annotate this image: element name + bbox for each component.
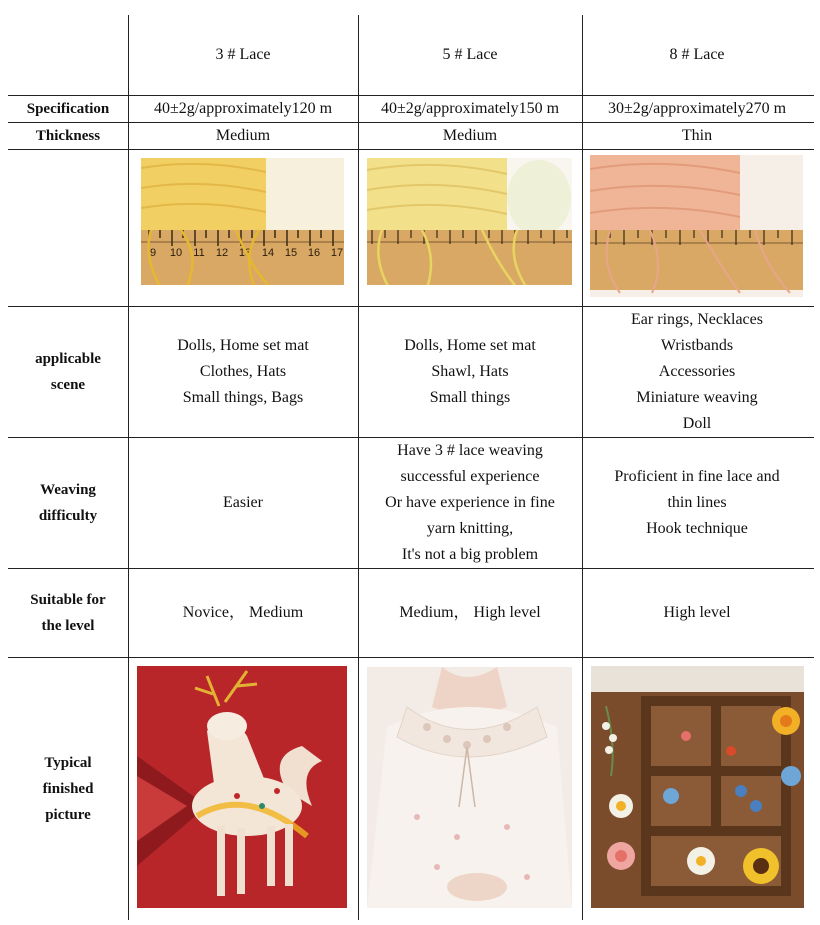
label-line: Weaving <box>40 481 96 498</box>
ruler-number: 14 <box>261 247 275 259</box>
label-line: finished <box>42 780 94 797</box>
ruler-number: 17 <box>330 247 344 259</box>
label-line: Typical <box>44 754 92 771</box>
level-8-lace: High level <box>663 603 731 621</box>
scene-line: Doll <box>682 414 712 432</box>
label-line: Suitable for <box>30 591 106 608</box>
spec-5-lace: 40±2g/approximately150 m <box>380 99 560 117</box>
row-label-typical-picture <box>8 657 128 920</box>
thickness-8-lace: Thin <box>681 126 713 144</box>
difficulty-line: yarn knitting, <box>426 519 514 537</box>
ruler-number: 11 <box>193 247 205 259</box>
scene-line: Dolls, Home set mat <box>177 336 309 354</box>
label-line: difficulty <box>38 507 98 524</box>
scene-line: Small things <box>429 388 511 406</box>
column-header-3-lace: 3 # Lace <box>215 46 271 63</box>
label-line: scene <box>50 376 86 393</box>
scene-8-lace <box>582 306 812 437</box>
scene-line: Miniature weaving <box>636 388 758 406</box>
spec-3-lace: 40±2g/approximately120 m <box>153 99 333 117</box>
scene-line: Wristbands <box>660 336 734 354</box>
ruler-number: 13 <box>238 247 252 259</box>
label-line: the level <box>41 617 95 634</box>
scene-line: Accessories <box>658 362 736 380</box>
thickness-5-lace: Medium <box>442 126 498 144</box>
difficulty-line: Or have experience in fine <box>385 493 555 511</box>
spec-8-lace: 30±2g/approximately270 m <box>607 99 787 117</box>
yarn-5-lace-photo <box>367 158 572 293</box>
crochet-accessories-photo <box>591 666 804 908</box>
ruler-number: 15 <box>284 247 298 259</box>
difficulty-line: successful experience <box>400 467 540 485</box>
difficulty-line: Easier <box>223 493 263 511</box>
difficulty-line: Hook technique <box>646 519 748 537</box>
scene-line: Ear rings, Necklaces <box>631 310 763 328</box>
difficulty-3-lace <box>128 437 358 568</box>
yarn-3-lace-photo <box>141 158 344 293</box>
scene-line: Small things, Bags <box>182 388 304 406</box>
row-label-specification: Specification <box>26 100 110 117</box>
row-label-suitable-level <box>8 568 128 657</box>
row-label-applicable-scene <box>8 306 128 437</box>
level-5-lace: Medium， High level <box>399 603 541 621</box>
yarn-8-lace-photo <box>590 155 803 297</box>
row-label-weaving-difficulty <box>8 437 128 568</box>
scene-line: Clothes, Hats <box>199 362 287 380</box>
difficulty-line: Have 3 # lace weaving <box>397 441 543 459</box>
ruler-number: 9 <box>149 247 157 259</box>
scene-3-lace <box>128 306 358 437</box>
ruler-number: 12 <box>215 247 229 259</box>
column-header-8-lace: 8 # Lace <box>669 46 725 63</box>
label-line: picture <box>45 806 91 823</box>
difficulty-line: thin lines <box>667 493 727 511</box>
difficulty-line: Proficient in fine lace and <box>614 467 780 485</box>
difficulty-5-lace <box>358 437 582 568</box>
label-line: applicable <box>35 350 101 367</box>
lace-shawl-photo <box>367 667 572 908</box>
deer-doll-photo <box>137 666 347 908</box>
column-header-5-lace: 5 # Lace <box>442 46 498 63</box>
level-3-lace: Novice， Medium <box>182 603 304 621</box>
scene-line: Shawl, Hats <box>431 362 509 380</box>
ruler-number: 10 <box>169 247 183 259</box>
difficulty-line: It's not a big problem <box>401 545 539 563</box>
difficulty-8-lace <box>582 437 812 568</box>
row-label-thickness: Thickness <box>35 127 101 144</box>
thickness-3-lace: Medium <box>215 126 271 144</box>
scene-line: Dolls, Home set mat <box>404 336 536 354</box>
scene-5-lace <box>358 306 582 437</box>
ruler-number: 16 <box>307 247 321 259</box>
